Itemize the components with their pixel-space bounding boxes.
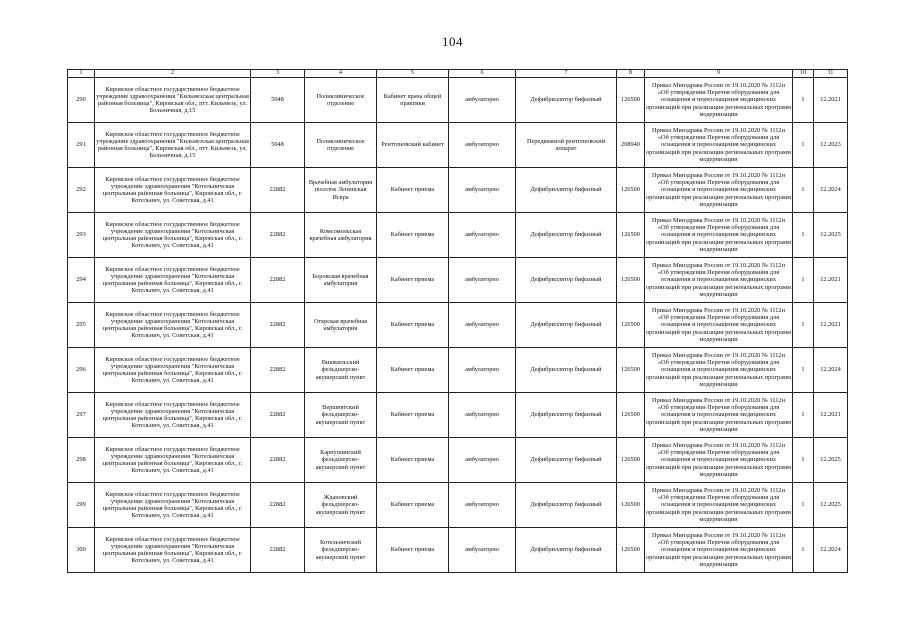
code-cell: 22882 <box>251 528 305 573</box>
column-header-9: 9 <box>645 70 793 78</box>
row-number-cell: 291 <box>68 123 95 168</box>
code-cell: 5048 <box>251 78 305 123</box>
page-number: 104 <box>442 34 463 49</box>
order-reference-cell: Приказ Минздрава России от 19.10.2020 № 1112н «Об утверждении Перечня оборудования для оснащения и переоснащения медицинских организаций при реализации региональных программ модернизации <box>645 123 793 168</box>
row-number-cell: 298 <box>68 438 95 483</box>
date-cell: 12.2021 <box>814 78 848 123</box>
table-row <box>68 438 848 483</box>
header-row <box>68 70 848 78</box>
date-cell: 12.2024 <box>814 168 848 213</box>
unit-cell: Комсомольская врачебная амбулатория <box>305 213 377 258</box>
order-reference-cell: Приказ Минздрава России от 19.10.2020 № 1112н «Об утверждении Перечня оборудования для оснащения и переоснащения медицинских организаций при реализации региональных программ модернизации <box>645 528 793 573</box>
order-reference-cell: Приказ Минздрава России от 19.10.2020 № 1112н «Об утверждении Перечня оборудования для оснащения и переоснащения медицинских организаций при реализации региональных программ модернизации <box>645 213 793 258</box>
quantity-cell: 1 <box>793 393 814 438</box>
room-cell: Кабинет приема <box>377 483 449 528</box>
care-type-cell: амбулаторно <box>449 483 516 528</box>
organization-cell: Кировское областное государственное бюджетное учреждение здравоохранения "Котельничская центральная районная больница", Кировская обл., г. Котельнич, ул. Советская, д.41 <box>95 393 251 438</box>
care-type-cell: амбулаторно <box>449 393 516 438</box>
equipment-cell: Дефибриллятор бифазный <box>516 393 617 438</box>
column-header-10: 10 <box>793 70 814 78</box>
care-type-cell: амбулаторно <box>449 348 516 393</box>
date-cell: 12.2021 <box>814 258 848 303</box>
order-reference-cell: Приказ Минздрава России от 19.10.2020 № 1112н «Об утверждении Перечня оборудования для оснащения и переоснащения медицинских организаций при реализации региональных программ модернизации <box>645 483 793 528</box>
table-row <box>68 213 848 258</box>
date-cell: 12.2021 <box>814 393 848 438</box>
equipment-table <box>67 69 848 573</box>
room-cell: Кабинет приема <box>377 348 449 393</box>
order-reference-cell: Приказ Минздрава России от 19.10.2020 № 1112н «Об утверждении Перечня оборудования для оснащения и переоснащения медицинских организаций при реализации региональных программ модернизации <box>645 168 793 213</box>
unit-cell: Боровская врачебная амбулатория <box>305 258 377 303</box>
price-cell: 126500 <box>617 393 645 438</box>
room-cell: Кабинет приема <box>377 303 449 348</box>
equipment-cell: Дефибриллятор бифазный <box>516 528 617 573</box>
quantity-cell: 1 <box>793 168 814 213</box>
order-reference-cell: Приказ Минздрава России от 19.10.2020 № 1112н «Об утверждении Перечня оборудования для оснащения и переоснащения медицинских организаций при реализации региональных программ модернизации <box>645 393 793 438</box>
price-cell: 208940 <box>617 123 645 168</box>
quantity-cell: 1 <box>793 348 814 393</box>
date-cell: 12.2025 <box>814 483 848 528</box>
table-row <box>68 483 848 528</box>
order-reference-cell: Приказ Минздрава России от 19.10.2020 № 1112н «Об утверждении Перечня оборудования для оснащения и переоснащения медицинских организаций при реализации региональных программ модернизации <box>645 78 793 123</box>
table-row <box>68 348 848 393</box>
column-header-2: 2 <box>95 70 251 78</box>
room-cell: Кабинет приема <box>377 393 449 438</box>
column-header-4: 4 <box>305 70 377 78</box>
care-type-cell: амбулаторно <box>449 168 516 213</box>
room-cell: Кабинет врача общей практики <box>377 78 449 123</box>
organization-cell: Кировское областное государственное бюджетное учреждение здравоохранения "Кильмезская центральная районная больница", Кировская обл., пгт. Кильмезь, ул. Больничная, д.15 <box>95 78 251 123</box>
unit-cell: Вишкильский фельдшерско-акушерский пункт <box>305 348 377 393</box>
equipment-cell: Дефибриллятор бифазный <box>516 168 617 213</box>
date-cell: 12.2023 <box>814 123 848 168</box>
quantity-cell: 1 <box>793 258 814 303</box>
organization-cell: Кировское областное государственное бюджетное учреждение здравоохранения "Котельничская центральная районная больница", Кировская обл., г. Котельнич, ул. Советская, д.41 <box>95 213 251 258</box>
column-header-7: 7 <box>516 70 617 78</box>
quantity-cell: 1 <box>793 213 814 258</box>
order-reference-cell: Приказ Минздрава России от 19.10.2020 № 1112н «Об утверждении Перечня оборудования для оснащения и переоснащения медицинских организаций при реализации региональных программ модернизации <box>645 303 793 348</box>
room-cell: Кабинет приема <box>377 528 449 573</box>
price-cell: 126500 <box>617 168 645 213</box>
code-cell: 22882 <box>251 483 305 528</box>
price-cell: 126500 <box>617 303 645 348</box>
equipment-cell: Передвижной рентгеновский аппарат <box>516 123 617 168</box>
care-type-cell: амбулаторно <box>449 123 516 168</box>
room-cell: Кабинет приема <box>377 168 449 213</box>
organization-cell: Кировское областное государственное бюджетное учреждение здравоохранения "Кильмезская центральная районная больница", Кировская обл., пгт. Кильмезь, ул. Больничная, д.15 <box>95 123 251 168</box>
order-reference-cell: Приказ Минздрава России от 19.10.2020 № 1112н «Об утверждении Перечня оборудования для оснащения и переоснащения медицинских организаций при реализации региональных программ модернизации <box>645 438 793 483</box>
unit-cell: Поликлиническое отделение <box>305 78 377 123</box>
organization-cell: Кировское областное государственное бюджетное учреждение здравоохранения "Котельничская центральная районная больница", Кировская обл., г. Котельнич, ул. Советская, д.41 <box>95 528 251 573</box>
room-cell: Кабинет приема <box>377 438 449 483</box>
room-cell: Рентгеновский кабинет <box>377 123 449 168</box>
table-row <box>68 528 848 573</box>
room-cell: Кабинет приема <box>377 258 449 303</box>
column-header-6: 6 <box>449 70 516 78</box>
code-cell: 22882 <box>251 168 305 213</box>
row-number-cell: 295 <box>68 303 95 348</box>
price-cell: 126500 <box>617 438 645 483</box>
column-header-5: 5 <box>377 70 449 78</box>
row-number-cell: 300 <box>68 528 95 573</box>
row-number-cell: 292 <box>68 168 95 213</box>
price-cell: 126500 <box>617 483 645 528</box>
unit-cell: Карпушинский фельдшерско-акушерский пункт <box>305 438 377 483</box>
code-cell: 22882 <box>251 393 305 438</box>
price-cell: 126500 <box>617 528 645 573</box>
care-type-cell: амбулаторно <box>449 258 516 303</box>
equipment-cell: Дефибриллятор бифазный <box>516 438 617 483</box>
equipment-cell: Дефибриллятор бифазный <box>516 348 617 393</box>
unit-cell: Открская врачебная амбулатория <box>305 303 377 348</box>
table-row <box>68 168 848 213</box>
unit-cell: Вершнятский фельдшерско-акушерский пункт <box>305 393 377 438</box>
column-header-8: 8 <box>617 70 645 78</box>
unit-cell: Поликлиническое отделение <box>305 123 377 168</box>
code-cell: 22882 <box>251 348 305 393</box>
code-cell: 22882 <box>251 213 305 258</box>
organization-cell: Кировское областное государственное бюджетное учреждение здравоохранения "Котельничская центральная районная больница", Кировская обл., г. Котельнич, ул. Советская, д.41 <box>95 438 251 483</box>
date-cell: 12.2024 <box>814 528 848 573</box>
unit-cell: Ждановский фельдшерско-акушерский пункт <box>305 483 377 528</box>
table-row <box>68 78 848 123</box>
row-number-cell: 290 <box>68 78 95 123</box>
date-cell: 12.2024 <box>814 348 848 393</box>
organization-cell: Кировское областное государственное бюджетное учреждение здравоохранения "Котельничская центральная районная больница", Кировская обл., г. Котельнич, ул. Советская, д.41 <box>95 168 251 213</box>
code-cell: 5048 <box>251 123 305 168</box>
unit-cell: Врачебная амбулатория поселок Ленинская Искра <box>305 168 377 213</box>
column-header-1: 1 <box>68 70 95 78</box>
care-type-cell: амбулаторно <box>449 213 516 258</box>
organization-cell: Кировское областное государственное бюджетное учреждение здравоохранения "Котельничская центральная районная больница", Кировская обл., г. Котельнич, ул. Советская, д.41 <box>95 258 251 303</box>
order-reference-cell: Приказ Минздрава России от 19.10.2020 № 1112н «Об утверждении Перечня оборудования для оснащения и переоснащения медицинских организаций при реализации региональных программ модернизации <box>645 258 793 303</box>
quantity-cell: 1 <box>793 528 814 573</box>
organization-cell: Кировское областное государственное бюджетное учреждение здравоохранения "Котельничская центральная районная больница", Кировская обл., г. Котельнич, ул. Советская, д.41 <box>95 483 251 528</box>
quantity-cell: 1 <box>793 438 814 483</box>
row-number-cell: 294 <box>68 258 95 303</box>
price-cell: 126500 <box>617 348 645 393</box>
code-cell: 22882 <box>251 438 305 483</box>
row-number-cell: 297 <box>68 393 95 438</box>
column-number-header <box>68 70 848 78</box>
table-row <box>68 393 848 438</box>
date-cell: 12.2021 <box>814 303 848 348</box>
equipment-cell: Дефибриллятор бифазный <box>516 213 617 258</box>
price-cell: 126500 <box>617 78 645 123</box>
organization-cell: Кировское областное государственное бюджетное учреждение здравоохранения "Котельничская центральная районная больница", Кировская обл., г. Котельнич, ул. Советская, д.41 <box>95 348 251 393</box>
equipment-cell: Дефибриллятор бифазный <box>516 78 617 123</box>
price-cell: 126500 <box>617 213 645 258</box>
quantity-cell: 1 <box>793 123 814 168</box>
care-type-cell: амбулаторно <box>449 78 516 123</box>
table-row <box>68 303 848 348</box>
quantity-cell: 1 <box>793 78 814 123</box>
table-row <box>68 258 848 303</box>
organization-cell: Кировское областное государственное бюджетное учреждение здравоохранения "Котельничская центральная районная больница", Кировская обл., г. Котельнич, ул. Советская, д.41 <box>95 303 251 348</box>
table-body <box>68 78 848 573</box>
room-cell: Кабинет приема <box>377 213 449 258</box>
care-type-cell: амбулаторно <box>449 438 516 483</box>
quantity-cell: 1 <box>793 483 814 528</box>
unit-cell: Котельничский фельдшерско-акушерский пункт <box>305 528 377 573</box>
equipment-cell: Дефибриллятор бифазный <box>516 483 617 528</box>
equipment-cell: Дефибриллятор бифазный <box>516 303 617 348</box>
code-cell: 22882 <box>251 258 305 303</box>
column-header-11: 11 <box>814 70 848 78</box>
date-cell: 12.2025 <box>814 213 848 258</box>
date-cell: 12.2025 <box>814 438 848 483</box>
code-cell: 22882 <box>251 303 305 348</box>
order-reference-cell: Приказ Минздрава России от 19.10.2020 № 1112н «Об утверждении Перечня оборудования для оснащения и переоснащения медицинских организаций при реализации региональных программ модернизации <box>645 348 793 393</box>
row-number-cell: 296 <box>68 348 95 393</box>
column-header-3: 3 <box>251 70 305 78</box>
care-type-cell: амбулаторно <box>449 303 516 348</box>
quantity-cell: 1 <box>793 303 814 348</box>
equipment-cell: Дефибриллятор бифазный <box>516 258 617 303</box>
price-cell: 126500 <box>617 258 645 303</box>
row-number-cell: 299 <box>68 483 95 528</box>
row-number-cell: 293 <box>68 213 95 258</box>
care-type-cell: амбулаторно <box>449 528 516 573</box>
table-row <box>68 123 848 168</box>
